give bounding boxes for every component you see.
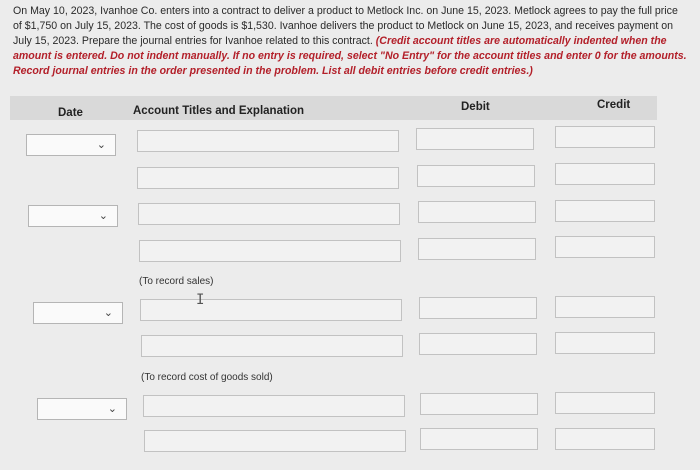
- account-title-input[interactable]: [144, 430, 406, 452]
- debit-input[interactable]: [420, 393, 538, 415]
- problem-instruction: (Credit account titles are automatically indented when the amount is entered. Do not indent manually. If no entry is required, select "No Entry" for the account titles and enter 0 for the amounts. Record journal entries in the order presented in the problem. List all debit entries before credit entries.): [13, 35, 687, 77]
- credit-input[interactable]: [555, 200, 655, 222]
- debit-input[interactable]: [418, 201, 536, 223]
- chevron-down-icon: ⌄: [98, 210, 108, 222]
- debit-input[interactable]: [419, 297, 537, 319]
- credit-input[interactable]: [555, 126, 655, 148]
- chevron-down-icon: ⌄: [96, 139, 106, 151]
- credit-column-header: Credit: [597, 99, 631, 111]
- debit-input[interactable]: [417, 165, 535, 187]
- debit-input[interactable]: [418, 238, 536, 260]
- sales-note: (To record sales): [139, 276, 214, 287]
- date-select[interactable]: [37, 398, 127, 420]
- credit-input[interactable]: [555, 163, 655, 185]
- account-title-input[interactable]: [139, 240, 401, 262]
- date-select[interactable]: [28, 205, 118, 227]
- debit-input[interactable]: [420, 428, 538, 450]
- credit-input[interactable]: [555, 428, 655, 450]
- debit-input[interactable]: [419, 333, 537, 355]
- date-select[interactable]: [26, 134, 116, 156]
- account-column-header: Account Titles and Explanation: [133, 105, 305, 117]
- credit-input[interactable]: [555, 296, 655, 318]
- problem-statement: [13, 4, 688, 79]
- account-title-input[interactable]: [143, 395, 405, 417]
- credit-input[interactable]: [555, 332, 655, 354]
- credit-input[interactable]: [555, 236, 655, 258]
- cogs-note: (To record cost of goods sold): [141, 372, 273, 383]
- account-title-input[interactable]: [140, 299, 402, 321]
- chevron-down-icon: ⌄: [103, 307, 113, 319]
- debit-input[interactable]: [416, 128, 534, 150]
- text-cursor-icon: I: [196, 292, 205, 308]
- account-title-input[interactable]: [137, 167, 399, 189]
- account-title-input[interactable]: [141, 335, 403, 357]
- debit-column-header: Debit: [461, 101, 490, 113]
- date-select[interactable]: [33, 302, 123, 324]
- credit-input[interactable]: [555, 392, 655, 414]
- account-title-input[interactable]: [137, 130, 399, 152]
- journal-table-header: [10, 96, 657, 120]
- problem-text: On May 10, 2023, Ivanhoe Co. enters into a contract to deliver a product to Metlock Inc. on June 15, 2023. Metlock agrees to pay the full price of $1,750 on July 15, 2023. The cost of goods is $1,530. Ivanhoe delivers the product to Metlock on June 15, 2023, and receives payment on July 15, 2023. Prepare the journal entries for Ivanhoe related to this contract.: [13, 5, 678, 47]
- chevron-down-icon: ⌄: [107, 403, 117, 415]
- account-title-input[interactable]: [138, 203, 400, 225]
- date-column-header: Date: [58, 107, 83, 119]
